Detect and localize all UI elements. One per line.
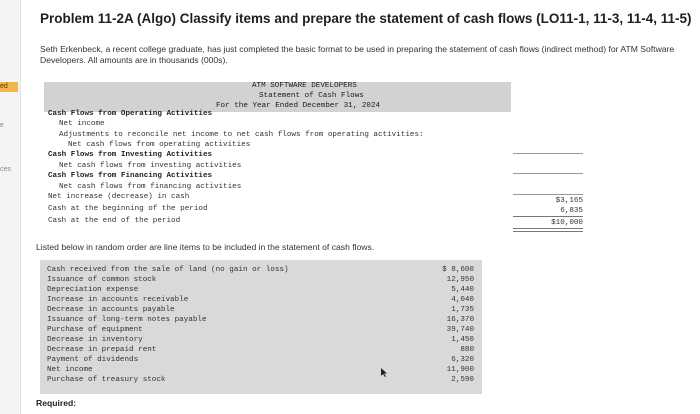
statement-line: Net income — [59, 120, 105, 128]
net-increase-value: $3,165 — [555, 197, 583, 205]
statement-line: Net increase (decrease) in cash — [48, 193, 190, 201]
line-item-amount: 4,040 — [451, 296, 474, 304]
line-item-amount: 16,370 — [446, 316, 474, 324]
line-item-label: Decrease in inventory — [47, 336, 143, 344]
line-item-amount: 1,735 — [451, 306, 474, 314]
sidebar-tab[interactable]: ces — [0, 166, 11, 173]
statement-line: Net cash flows from investing activities — [59, 162, 242, 170]
line-item-amount: 39,740 — [446, 326, 474, 334]
line-item-amount: 880 — [460, 346, 474, 354]
cash-beginning-value: 6,835 — [560, 207, 583, 215]
line-item-amount: 1,450 — [451, 336, 474, 344]
problem-intro: Seth Erkenbeck, a recent college graduate, has just completed the basic format to be used in preparing the statement of cash flows (indirect method) for ATM Software Developers. All amounts are in thousands (000s). — [40, 44, 675, 65]
line-item-amount: 6,320 — [451, 356, 474, 364]
listed-below-text: Listed below in random order are line items to be included in the statement of cash flows. — [36, 242, 375, 252]
statement-line: Cash Flows from Financing Activities — [48, 172, 213, 180]
mouse-pointer-icon — [380, 367, 388, 377]
statement-line: Cash Flows from Operating Activities — [48, 110, 213, 118]
answer-field-operating[interactable] — [513, 152, 583, 154]
line-item-label: Purchase of equipment — [47, 326, 143, 334]
cash-end-value: $10,000 — [551, 219, 583, 227]
required-heading: Required: — [36, 398, 77, 408]
line-item-label: Cash received from the sale of land (no gain or loss) — [47, 266, 289, 274]
line-item-amount: 2,590 — [451, 376, 474, 384]
line-item-amount: 11,900 — [446, 366, 474, 374]
line-item-label: Issuance of common stock — [47, 276, 157, 284]
sidebar-tab-active[interactable]: ed — [0, 82, 18, 92]
statement-line: Adjustments to reconcile net income to net cash flows from operating activities: — [59, 131, 424, 139]
line-item-label: Depreciation expense — [47, 286, 139, 294]
line-item-label: Issuance of long-term notes payable — [47, 316, 207, 324]
sidebar-tab[interactable]: e — [0, 122, 4, 129]
total-rule — [513, 216, 583, 217]
answer-field-financing[interactable] — [513, 193, 583, 195]
line-item-label: Decrease in accounts payable — [47, 306, 175, 314]
statement-line: Cash Flows from Investing Activities — [48, 151, 213, 159]
double-underline — [513, 228, 583, 232]
statement-line: Cash at the end of the period — [48, 217, 181, 225]
statement-name: Statement of Cash Flows — [259, 92, 364, 100]
statement-line: Net cash flows from financing activities — [59, 183, 242, 191]
line-item-label: Increase in accounts receivable — [47, 296, 189, 304]
statement-company: ATM SOFTWARE DEVELOPERS — [252, 82, 357, 90]
line-item-label: Net income — [47, 366, 93, 374]
line-item-amount: 5,440 — [451, 286, 474, 294]
answer-field-investing[interactable] — [513, 172, 583, 174]
line-item-amount: $ 8,600 — [442, 266, 474, 274]
line-item-label: Decrease in prepaid rent — [47, 346, 157, 354]
line-item-label: Payment of dividends — [47, 356, 139, 364]
statement-period: For the Year Ended December 31, 2024 — [216, 102, 381, 110]
statement-line: Net cash flows from operating activities — [68, 141, 251, 149]
left-sidebar-strip — [0, 0, 21, 414]
line-item-label: Purchase of treasury stock — [47, 376, 166, 384]
problem-title: Problem 11-2A (Algo) Classify items and prepare the statement of cash flows (LO11-1, 11-3, 11-4, 11-5) — [40, 11, 692, 26]
statement-line: Cash at the beginning of the period — [48, 205, 208, 213]
line-item-amount: 12,950 — [446, 276, 474, 284]
